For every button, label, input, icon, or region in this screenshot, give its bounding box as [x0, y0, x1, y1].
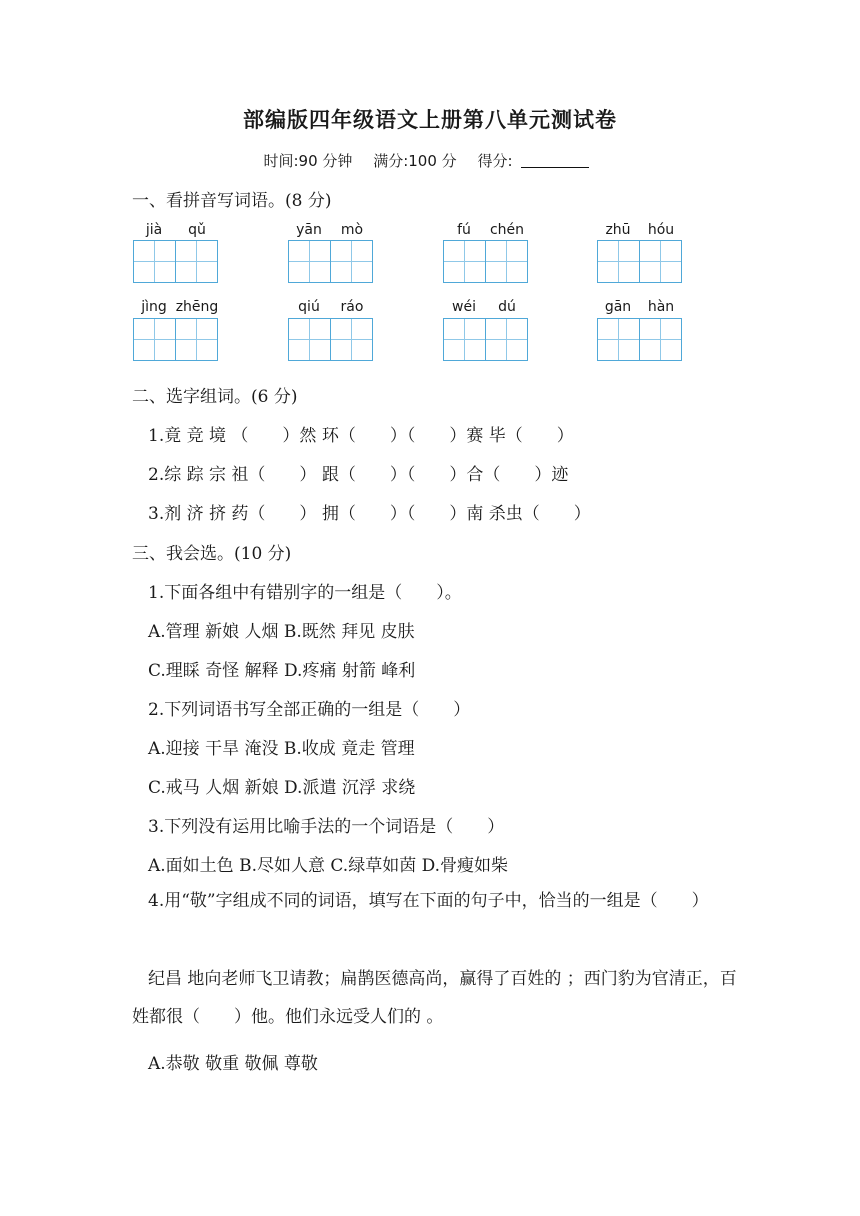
- section-1-heading: 一、看拼音写词语。(8 分): [132, 191, 332, 211]
- section-3-heading: 三、我会选。(10 分): [132, 544, 292, 564]
- pinyin-label: hóu: [647, 222, 675, 238]
- writing-cell[interactable]: [639, 240, 682, 283]
- writing-grid[interactable]: [597, 240, 680, 283]
- pinyin-label: qiú: [298, 299, 320, 315]
- sec3-q3-options: A.面如土色 B.尽如人意 C.绿草如茵 D.骨瘦如柴: [148, 856, 509, 876]
- score-blank[interactable]: [521, 167, 589, 168]
- sec3-q3: 3.下列没有运用比喻手法的一个词语是（ ）: [148, 817, 505, 837]
- sec3-q1-cd: C.理睬 奇怪 解释 D.疼痛 射箭 峰利: [148, 661, 416, 681]
- pinyin-label: ráo: [340, 299, 364, 315]
- pinyin-label: yān: [296, 222, 322, 238]
- sec2-line-1: 1.竟 竞 境 （ ）然 环（ ）（ ）赛 毕（ ）: [148, 426, 574, 446]
- sec3-q2-cd: C.戒马 人烟 新娘 D.派遣 沉浮 求绕: [148, 778, 416, 798]
- sec3-q1-ab: A.管理 新娘 人烟 B.既然 拜见 皮肤: [148, 622, 415, 642]
- time-label: 时间:90 分钟: [263, 152, 353, 170]
- sec3-q2-ab: A.迎接 干旱 淹没 B.收成 竟走 管理: [148, 739, 415, 759]
- sec3-q4: 4.用“敬”字组成不同的词语，填写在下面的句子中，恰当的一组是（ ）: [148, 891, 709, 911]
- writing-cell[interactable]: [485, 318, 528, 361]
- writing-cell[interactable]: [639, 318, 682, 361]
- writing-grid[interactable]: [597, 318, 680, 361]
- writing-cell[interactable]: [175, 240, 218, 283]
- writing-cell[interactable]: [288, 318, 331, 361]
- pinyin-label: qǔ: [188, 222, 206, 238]
- pinyin-label: mò: [340, 222, 364, 238]
- pinyin-label: chén: [489, 222, 525, 238]
- writing-cell[interactable]: [330, 318, 373, 361]
- pinyin-label: fú: [457, 222, 471, 238]
- writing-cell[interactable]: [133, 240, 176, 283]
- writing-grid[interactable]: [133, 240, 216, 283]
- pinyin-label: zhēng: [175, 299, 219, 315]
- writing-cell[interactable]: [597, 318, 640, 361]
- sec2-line-3: 3.剂 济 挤 药（ ） 拥（ ）（ ）南 杀虫（ ）: [148, 504, 591, 524]
- section-2-heading: 二、选字组词。(6 分): [132, 387, 298, 407]
- writing-grid[interactable]: [443, 240, 526, 283]
- score-label: 满分:100 分: [373, 152, 457, 170]
- pinyin-label: dú: [498, 299, 516, 315]
- writing-cell[interactable]: [443, 240, 486, 283]
- sec3-q4-text: 纪昌 地向老师飞卫请教；扁鹊医德高尚，赢得了百姓的 ；西门豹为官清正，百姓都很（ ）他。他们永远受人们的 。: [132, 969, 737, 1027]
- writing-cell[interactable]: [133, 318, 176, 361]
- page-title: 部编版四年级语文上册第八单元测试卷: [243, 108, 617, 132]
- writing-cell[interactable]: [443, 318, 486, 361]
- writing-grid[interactable]: [288, 240, 371, 283]
- sec3-q4-option-a: A.恭敬 敬重 敬佩 尊敬: [148, 1054, 318, 1074]
- writing-cell[interactable]: [175, 318, 218, 361]
- writing-cell[interactable]: [330, 240, 373, 283]
- writing-grid[interactable]: [288, 318, 371, 361]
- pinyin-label: gān: [604, 299, 632, 315]
- writing-cell[interactable]: [485, 240, 528, 283]
- writing-cell[interactable]: [288, 240, 331, 283]
- sec2-line-2: 2.综 踪 宗 祖（ ） 跟（ ）（ ）合（ ）迹: [148, 465, 569, 485]
- got-label: 得分:: [477, 152, 596, 170]
- writing-grid[interactable]: [133, 318, 216, 361]
- sec3-q2: 2.下列词语书写全部正确的一组是（ ）: [148, 700, 471, 720]
- pinyin-label: jìng: [141, 299, 167, 315]
- pinyin-label: wéi: [452, 299, 476, 315]
- pinyin-label: jià: [145, 222, 163, 238]
- exam-meta: [0, 150, 860, 171]
- pinyin-label: zhū: [605, 222, 631, 238]
- sec3-q1: 1.下面各组中有错别字的一组是（ ）。: [148, 583, 462, 603]
- writing-grid[interactable]: [443, 318, 526, 361]
- writing-cell[interactable]: [597, 240, 640, 283]
- pinyin-label: hàn: [647, 299, 675, 315]
